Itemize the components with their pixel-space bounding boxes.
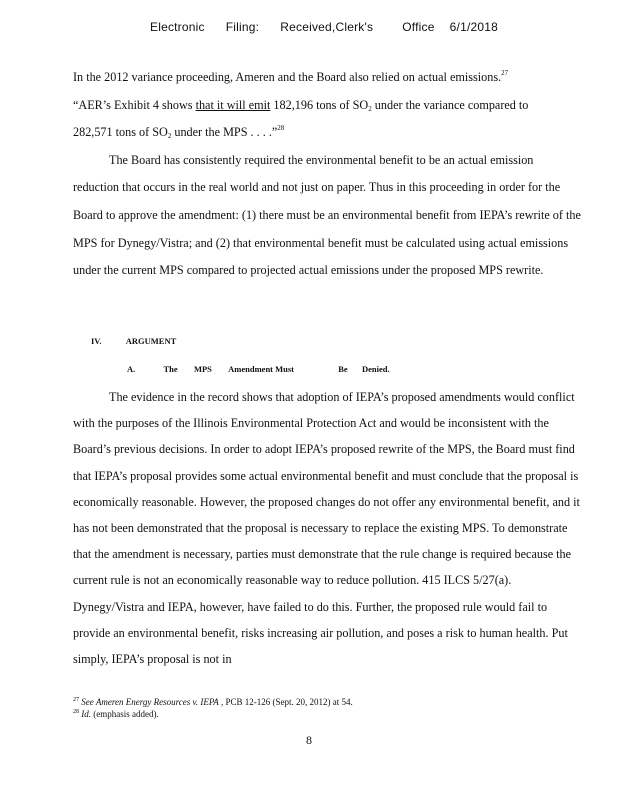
paragraph-variance-proceeding: In the 2012 variance proceeding, Ameren and the Board also relied on actual emissions.$^{27}$ “AER’s Exhibit 4 shows that it will emit 182,196 tons of $SO_2$ under the variance compared to 282,571 tons of $SO_2$ under the MPS . . . .”$^{28}$ (73, 69, 529, 141)
header-electronic: Electronic (150, 20, 205, 34)
page-number: 8 (306, 733, 312, 747)
document-body-argument (73, 384, 581, 672)
footnote-28: $^{28}$ Id. (emphasis added). (73, 709, 159, 719)
header-date: 6/1/2018 (449, 20, 498, 34)
header-received-clerks: Received,Clerk's (280, 20, 374, 34)
section-number: IV. (91, 336, 102, 346)
header-filing: Filing: (225, 20, 260, 34)
paragraph-board-requirement: The Board has consistently required the environmental benefit to be an actual emission reduction that occurs in the real world and not just on paper. Thus in this proceeding in order for the Board to approve the amendment: (1) there must be an environmental benefit from IEPA’s rewrite of the MPS for Dynegy/Vistra; and (2) that environmental benefit must be calculated using actual emissions under the current MPS compared to projected actual emissions under the proposed MPS rewrite. (73, 152, 581, 278)
section-heading-argument (91, 336, 176, 346)
header-office: Office (402, 20, 435, 34)
footnotes (73, 696, 581, 720)
paragraph-evidence: The evidence in the record shows that adoption of IEPA’s proposed amendments would conflict with the purposes of the Illinois Environmental Protection Act and would be inconsistent with the Board’s previous decisions. In order to adopt IEPA’s proposed rewrite of the MPS, the Board must find that IEPA’s proposal provides some actual environmental benefit and must conclude that the proposal is economically reasonable. However, the proposed changes do not offer any environmental benefit, and it has not been demonstrated that the proposal is necessary to replace the existing MPS. To demonstrate that the amendment is necessary, parties must demonstrate that the rule change is required because the current rule is not an economically reasonable way to reduce pollution. 415 ILCS 5/27(a). Dynegy/Vistra and IEPA, however, have failed to do this. Further, the proposed rule would fail to provide an environmental benefit, risks increasing air pollution, and poses a risk to human health. Put simply, IEPA’s proposal is not in (73, 390, 580, 667)
filing-header (150, 20, 510, 34)
underlined-phrase: that it will emit (195, 97, 271, 112)
footnote-ref-28[interactable]: 28 (277, 124, 285, 133)
subsection-heading-a: A. The MPS Amendment Must Be Denied. (127, 364, 390, 374)
footnote-ref-27[interactable]: 27 (501, 69, 509, 77)
footnote-27: $^{27}$ See Ameren Energy Resources v. IEPA , PCB 12-126 (Sept. 20, 2012) at 54. (73, 697, 353, 707)
section-title: ARGUMENT (125, 336, 177, 346)
document-body-top (73, 64, 581, 285)
